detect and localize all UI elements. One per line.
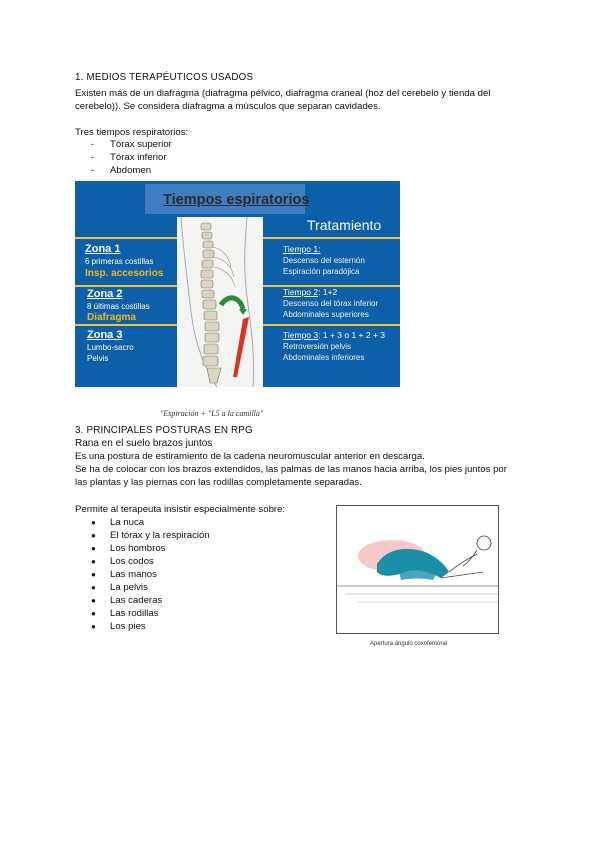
time2-line2: Abdominales superiores xyxy=(283,310,369,319)
list-item: - Abdomen xyxy=(91,165,152,176)
time3-line1: Retroversión pelvis xyxy=(283,342,352,351)
section1-paragraph-line1: Existen más de un diafragma (diafragma pélvico, diafragma craneal (hoz del cerebelo y tienda del xyxy=(75,88,491,99)
zone3-line1: Lumbo-sacro xyxy=(87,343,134,352)
zone3-line2: Pelvis xyxy=(87,354,109,363)
zone1-line: 6 primeras costillas xyxy=(85,257,154,266)
list-item: ● Los pies xyxy=(91,621,146,632)
list-item: - Tórax inferior xyxy=(91,152,167,163)
list-item: ● La pelvis xyxy=(91,582,148,593)
list-item: ● Los hombros xyxy=(91,543,166,554)
time3-line2: Abdominales inferiores xyxy=(283,353,365,362)
zone1-title: Zona 1 xyxy=(85,243,121,255)
time2-title: Tiempo 2: 1+2 xyxy=(283,287,338,297)
slide-caption: "Espiración + "L5 a la camilla" xyxy=(160,409,264,418)
list-item: ● Las rodillas xyxy=(91,608,159,619)
time1-line2: Espiración paradójica xyxy=(283,267,360,276)
zone3-title: Zona 3 xyxy=(87,329,123,341)
time3-title: Tiempo 3: 1 + 3 o 1 + 2 + 3 xyxy=(283,330,385,340)
section3-heading: 3. PRINCIPALES POSTURAS EN RPG xyxy=(75,425,253,436)
list-item: ● La nuca xyxy=(91,517,145,528)
section3-line1: Es una postura de estiramiento de la cadena neuromuscular anterior en descarga. xyxy=(75,451,425,462)
zone2-title: Zona 2 xyxy=(87,288,123,300)
section3-line2: Se ha de colocar con los brazos extendidos, las palmas de las manos hacia arriba, los pies juntos por xyxy=(75,464,507,475)
time2-line1: Descenso del tórax inferior xyxy=(283,299,379,308)
section1-heading: 1. MEDIOS TERAPÉUTICOS USADOS xyxy=(75,72,254,83)
illustration-caption: Apertura ángulo coxofemoral xyxy=(370,641,448,647)
list-item: ● Las caderas xyxy=(91,595,163,606)
section3-subheading: Rana en el suelo brazos juntos xyxy=(75,438,213,449)
slide-treatment-label: Tratamiento xyxy=(307,217,382,233)
section1-paragraph-line2: cerebelo)). Se considera diafragma a músculos que separan cavidades. xyxy=(75,101,381,112)
time1-title: Tiempo 1: xyxy=(283,244,321,254)
list-item: ● Las manos xyxy=(91,569,157,580)
zone2-accent: Diafragma xyxy=(87,312,136,323)
list-item: ● Los codos xyxy=(91,556,154,567)
list-item: - Tórax superior xyxy=(91,139,172,150)
slide-title: Tiempos espiratorios xyxy=(163,192,310,208)
zone1-accent: Insp. accesorios xyxy=(85,268,164,279)
section3-line3: las plantas y las piernas con las rodillas completamente separadas. xyxy=(75,477,362,488)
section1-list-intro: Tres tiempos respiratorios: xyxy=(75,127,189,138)
section3-list-intro: Permite al terapeuta insistir especialmente sobre: xyxy=(75,504,286,515)
frog-posture-illustration xyxy=(336,505,499,634)
time1-line1: Descenso del esternón xyxy=(283,256,365,265)
list-item: ● El tórax y la respiración xyxy=(91,530,210,541)
zone2-line: 8 últimas costillas xyxy=(87,302,150,311)
spine-illustration xyxy=(177,217,263,387)
expiratory-times-slide xyxy=(75,181,400,387)
